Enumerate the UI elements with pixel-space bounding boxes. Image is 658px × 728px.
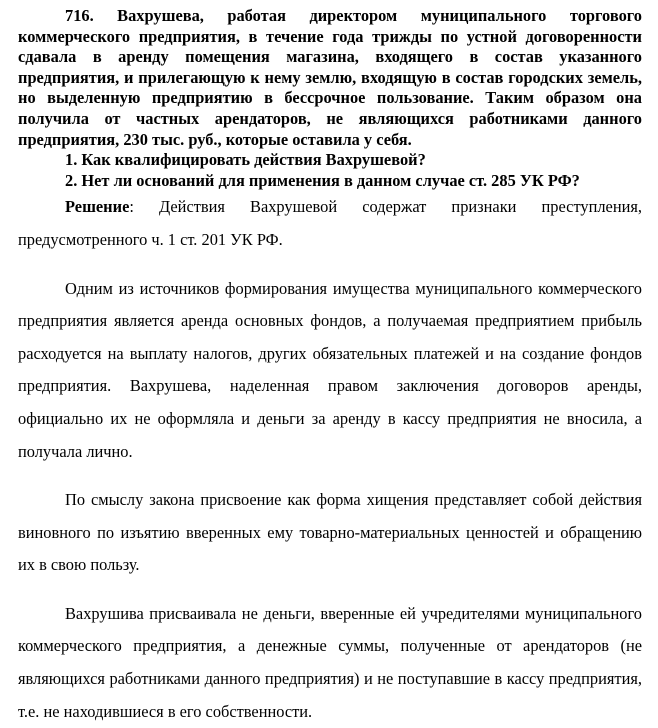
document-page [18,6,642,728]
body-paragraph-3: Вахрушива присваивала не деньги, вверенные ей учредителями муниципального коммерческого предприятия, а денежные суммы, полученные от арендаторов (не являющихся работниками данного предприятия) и не поступавшие в кассу предприятия, т.е. не находившиеся в его собственности. [18,603,642,721]
question-1: 1. Как квалифицировать действия Вахрушевой? [65,150,426,170]
task-text: 716. Вахрушева, работая директором муниципального торгового коммерческого предприятия, в течение года трижды по устной договоренности сдавала в аренду помещения магазина, входящего в состав указанного предприятия, и прилегающую к нему землю, входящую в состав городских земель, но выделенную предприятию в бессрочное пользование. Таким образом она получила от частных арендаторов, не являющихся работниками данного предприятия, 230 тыс. руб., которые оставила у себя. [18,6,642,149]
solution-paragraph [18,191,642,256]
question-2: 2. Нет ли оснований для применения в данном случае ст. 285 УК РФ? [65,170,580,190]
solution-label: Решение [65,197,130,217]
solution-text: : Действия Вахрушевой содержат признаки преступления, предусмотренного ч. 1 ст. 201 УК РФ. [18,197,642,249]
body-paragraph-1: Одним из источников формирования имущества муниципального коммерческого предприятия является аренда основных фондов, а получаемая предприятием прибыль расходуется на выплату налогов, других обязательных платежей и на создание фондов предприятия. Вахрушева, наделенная правом заключения договоров аренды, официально их не оформляла и деньги за аренду в кассу предприятия не вносила, а получала лично. [18,278,642,461]
body-paragraph-2: По смыслу закона присвоение как форма хищения представляет собой действия виновного по изъятию вверенных ему товарно-материальных ценностей и обращению их в свою пользу. [18,490,642,575]
